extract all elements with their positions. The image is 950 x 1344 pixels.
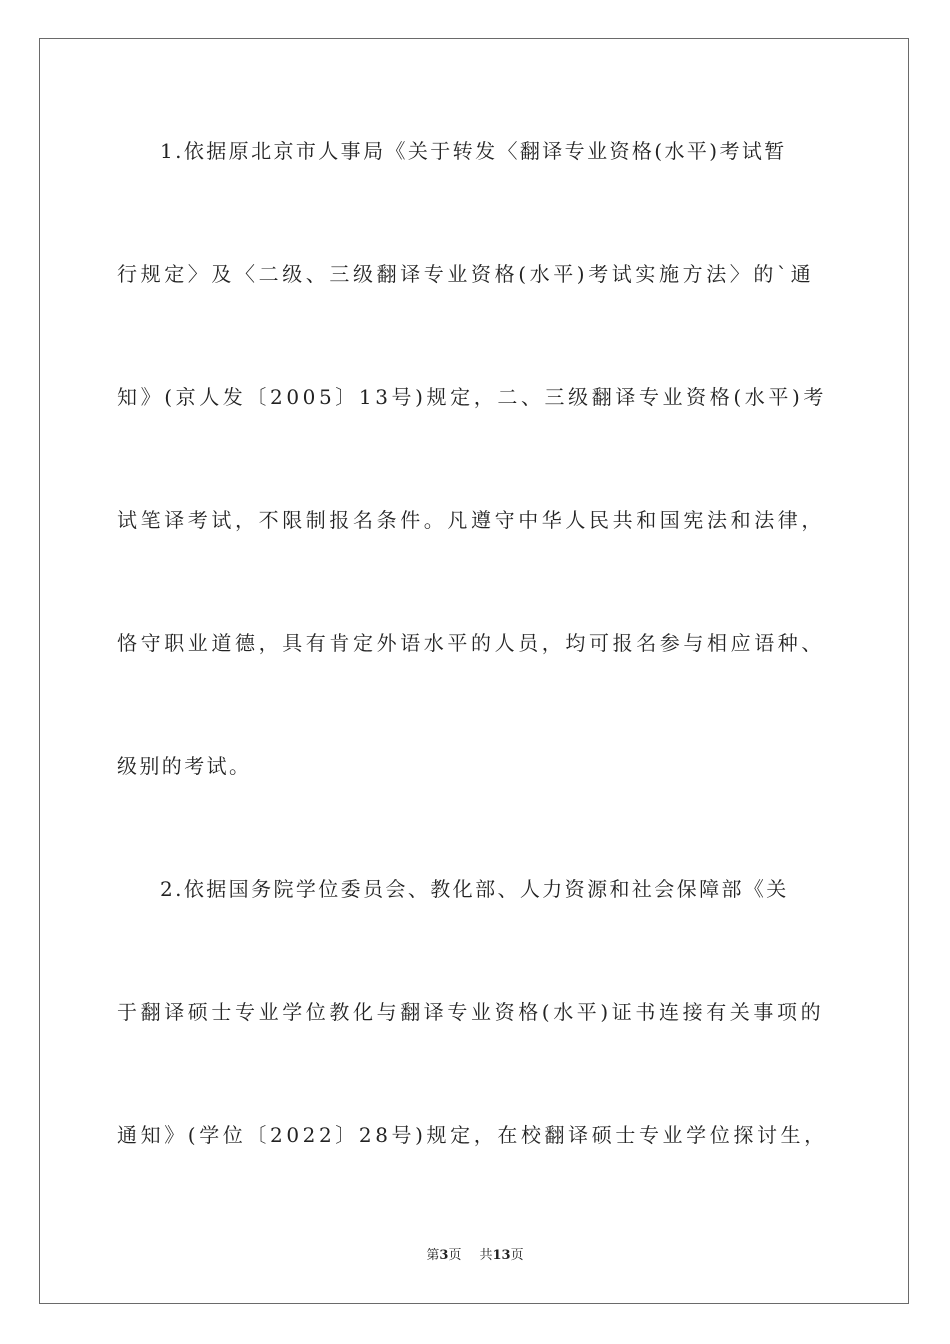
paragraph-line: 2.依据国务院学位委员会、教化部、人力资源和社会保障部《关 — [160, 877, 789, 901]
page-prefix: 第 — [426, 1248, 440, 1263]
total-prefix: 共 — [479, 1248, 493, 1263]
page-border — [39, 38, 909, 1304]
total-pages: 13 — [492, 1248, 511, 1263]
page-footer — [0, 1247, 950, 1265]
paragraph-line: 通知》(学位〔2022〕28号)规定，在校翻译硕士专业学位探讨生， — [117, 1123, 828, 1147]
paragraph-line: 恪守职业道德，具有肯定外语水平的人员，均可报名参与相应语种、 — [117, 631, 825, 655]
total-suffix: 页 — [510, 1248, 524, 1263]
paragraph-line: 于翻译硕士专业学位教化与翻译专业资格(水平)证书连接有关事项的 — [117, 1000, 825, 1024]
page-suffix: 页 — [448, 1248, 462, 1263]
paragraph-line: 知》(京人发〔2005〕13号)规定，二、三级翻译专业资格(水平)考 — [117, 385, 827, 409]
paragraph-line: 级别的考试。 — [117, 754, 252, 778]
page-number: 3 — [439, 1248, 449, 1263]
paragraph-line: 1.依据原北京市人事局《关于转发〈翻译专业资格(水平)考试暂 — [160, 139, 787, 163]
paragraph-line: 试笔译考试，不限制报名条件。凡遵守中华人民共和国宪法和法律， — [117, 508, 825, 532]
paragraph-line: 行规定〉及〈二级、三级翻译专业资格(水平)考试实施方法〉的`通 — [117, 262, 815, 286]
